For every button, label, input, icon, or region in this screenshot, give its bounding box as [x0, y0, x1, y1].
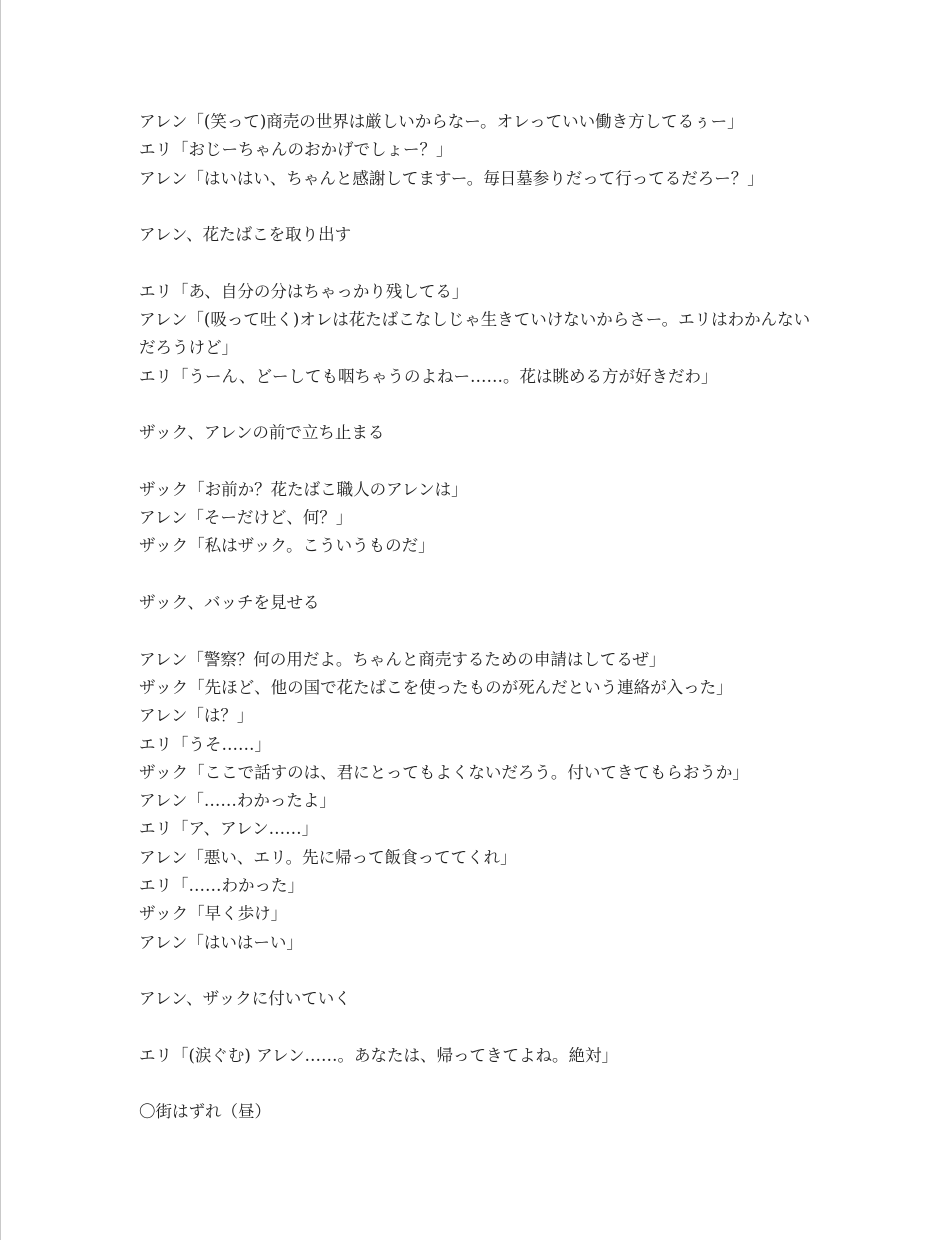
blank-line: [139, 957, 829, 985]
stage-direction: ザック、アレンの前で立ち止まる: [139, 423, 385, 443]
dialogue-line: アレン「……わかったよ」: [139, 791, 336, 811]
dialogue-line: アレン「はいはーい」: [139, 932, 303, 952]
blank-line: [139, 1070, 829, 1098]
dialogue-line: アレン「はいはい、ちゃんと感謝してますー。毎日墓参りだって行ってるだろー？」: [139, 168, 764, 188]
blank-line: [139, 391, 829, 419]
dialogue-line: エリ「おじーちゃんのおかげでしょー？」: [139, 140, 453, 160]
blank-line: [139, 617, 829, 645]
dialogue-line: ザック「早く歩け」: [139, 904, 288, 924]
dialogue-line: エリ「(涙ぐむ) アレン……。あなたは、帰ってきてよね。絶対」: [139, 1045, 619, 1065]
dialogue-line: エリ「ア、アレン……」: [139, 819, 319, 839]
dialogue-line: アレン「そーだけど、何？」: [139, 508, 353, 528]
scene-heading: 〇街はずれ（昼）: [139, 1102, 271, 1122]
dialogue-line: ザック「私はザック。こういうものだ」: [139, 536, 435, 556]
dialogue-line: アレン「は？」: [139, 706, 254, 726]
dialogue-line: アレン「(吸って吐く)オレは花たばこなしじゃ生きていけないからさー。エリはわかんない: [139, 310, 811, 330]
dialogue-line: アレン「悪い、エリ。先に帰って飯食っててくれ」: [139, 847, 517, 867]
dialogue-line: アレン「警察？何の用だよ。ちゃんと商売するための申請はしてるぜ」: [139, 649, 666, 669]
blank-line: [139, 561, 829, 589]
dialogue-line: エリ「うーん、どーしても咽ちゃうのよねー……。花は眺める方が好きだわ」: [139, 366, 718, 386]
blank-line: [139, 1014, 829, 1042]
script-body: [139, 108, 829, 1127]
blank-line: [139, 448, 829, 476]
stage-direction: ザック、バッチを見せる: [139, 593, 320, 613]
dialogue-line-continued: だろうけど」: [139, 338, 238, 358]
blank-line: [139, 193, 829, 221]
stage-direction: アレン、花たばこを取り出す: [139, 225, 352, 245]
dialogue-line: エリ「うそ……」: [139, 734, 271, 754]
dialogue-line: エリ「……わかった」: [139, 876, 304, 896]
dialogue-line: エリ「あ、自分の分はちゃっかり残してる」: [139, 281, 469, 301]
stage-direction: アレン、ザックに付いていく: [139, 989, 351, 1009]
dialogue-line: ザック「お前か？花たばこ職人のアレンは」: [139, 479, 468, 499]
dialogue-line: アレン「(笑って)商売の世界は厳しいからなー。オレっていい働き方してるぅー」: [139, 112, 744, 131]
dialogue-line: ザック「ここで話すのは、君にとってもよくないだろう。付いてきてもらおうか」: [139, 762, 749, 782]
dialogue-line: ザック「先ほど、他の国で花たばこを使ったものが死んだという連絡が入った」: [139, 677, 733, 697]
blank-line: [139, 249, 829, 277]
